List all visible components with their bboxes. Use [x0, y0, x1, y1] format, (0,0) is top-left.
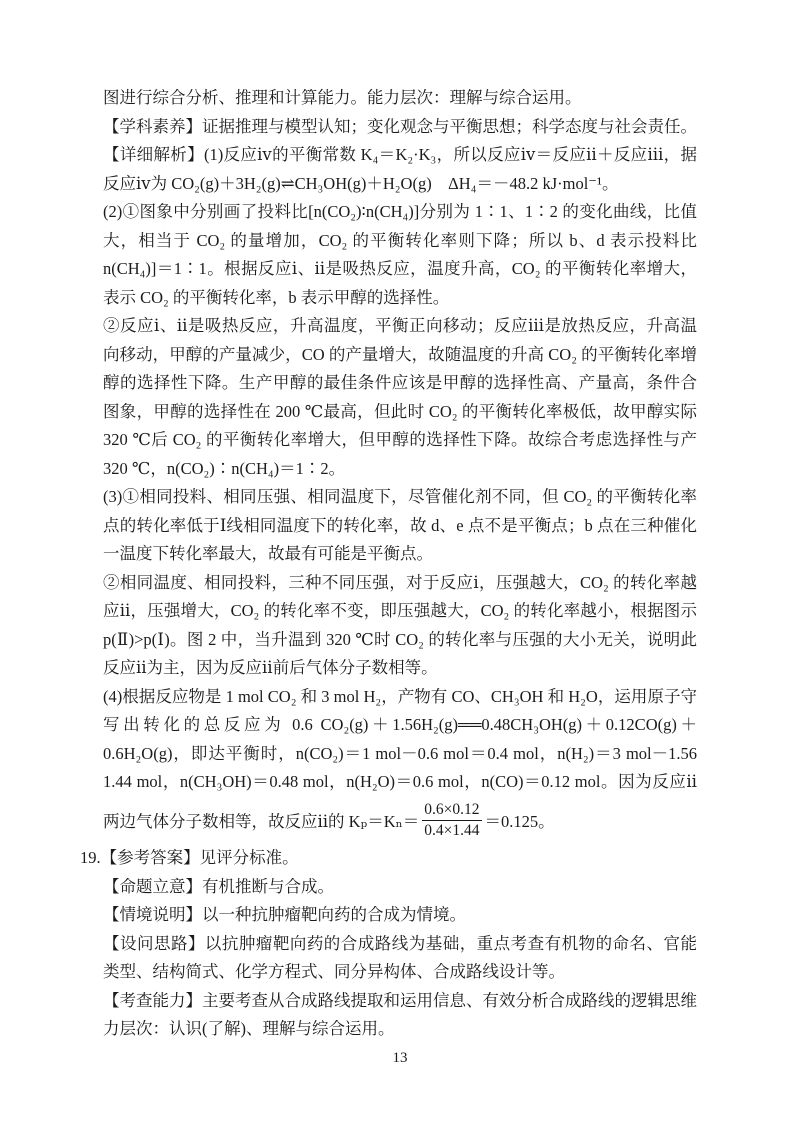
analysis-line: 大，相当于 CO₂ 的量增加，CO₂ 的平衡转化率则下降；所以 b、d 表示投料比: [103, 230, 697, 250]
analysis-line: (4)根据反应物是 1 mol CO₂ 和 3 mol H₂，产物有 CO、CH₃OH 和 H₂O，运用原子守: [103, 686, 697, 706]
analysis-line: 一温度下转化率最大，故最有可能是平衡点。: [103, 544, 433, 563]
question-design-line: 【设问思路】以抗肿瘤靶向药的合成路线为基础，重点考查有机物的命名、官能: [103, 933, 697, 953]
analysis-line: 醇的选择性下降。生产甲醇的最佳条件应该是甲醇的选择性高、产量高，条件合: [103, 373, 697, 392]
reaction-equation-line: 反应ⅳ为 CO₂(g)＋3H₂(g)⇌CH₃OH(g)＋H₂O(g) ΔH₄＝－48.2 kJ·mol⁻¹。: [103, 173, 619, 193]
kp-fraction: [422, 800, 481, 841]
proposition-intent-line: 【命题立意】有机推断与合成。: [103, 876, 334, 896]
analysis-line: p(Ⅱ)>p(Ⅰ)。图 2 中，当升温到 320 ℃时 CO₂ 的转化率与压强的大小无关，说明此: [103, 629, 697, 649]
fraction-numerator: 0.6×0.12: [422, 800, 481, 821]
kp-prefix: 两边气体分子数相等，故反应ⅱ的 Kₚ＝Kₙ＝: [103, 812, 420, 832]
analysis-line: 1.44 mol，n(CH₃OH)＝0.48 mol，n(H₂O)＝0.6 mol，n(CO)＝0.12 mol。因为反应ⅱ: [103, 772, 697, 791]
fraction-denominator: 0.4×1.44: [424, 821, 480, 839]
analysis-line: (3)①相同投料、相同压强、相同温度下，尽管催化剂不同，但 CO₂ 的平衡转化率: [103, 487, 697, 506]
detailed-analysis-line: 【详细解析】(1)反应ⅳ的平衡常数 K₄＝K₂·K₃，所以反应ⅳ＝反应ⅱ＋反应ⅲ，据: [103, 145, 697, 164]
analysis-line: 表示 CO₂ 的平衡转化率，b 表示甲醇的选择性。: [103, 287, 450, 307]
analysis-line: ②反应ⅰ、ⅱ是吸热反应，升高温度，平衡正向移动；反应ⅲ是放热反应，升高温: [103, 316, 697, 335]
assessed-ability-line: 力层次：认识(了解)、理解与综合运用。: [103, 1019, 395, 1038]
context-description-line: 【情境说明】以一种抗肿瘤靶向药的合成为情境。: [103, 905, 466, 924]
subject-literacy-line: 【学科素养】证据推理与模型认知；变化观念与平衡思想；科学态度与社会责任。: [103, 116, 697, 136]
kp-result: ＝0.125。: [484, 812, 555, 832]
analysis-line: 320 ℃，n(CO₂)∶n(CH₄)＝1∶2。: [103, 458, 346, 478]
analysis-line: n(CH₄)]＝1∶1。根据反应ⅰ、ⅱ是吸热反应，温度升高，CO₂ 的平衡转化率增大，: [103, 259, 697, 278]
analysis-line: 320 ℃后 CO₂ 的平衡转化率增大，但甲醇的选择性下降。故综合考虑选择性与产: [103, 430, 697, 449]
analysis-line: 反应ⅱ为主，因为反应ⅱ前后气体分子数相等。: [103, 658, 438, 677]
question-19-answer-line: 19.【参考答案】见评分标准。: [80, 848, 299, 867]
analysis-line: 点的转化率低于Ⅰ线相同温度下的转化率，故 d、e 点不是平衡点；b 点在三种催化: [103, 515, 697, 535]
total-reaction-line: 写出转化的总反应为 0.6 CO₂(g)＋1.56H₂(g)══0.48CH₃OH(g)＋0.12CO(g)＋: [103, 715, 697, 734]
analysis-line: 图象，甲醇的选择性在 200 ℃最高，但此时 CO₂ 的平衡转化率极低，故甲醇实际: [103, 401, 697, 421]
analysis-line: 图进行综合分析、推理和计算能力。能力层次：理解与综合运用。: [103, 88, 582, 107]
page-number: 13: [392, 1050, 408, 1066]
question-design-line: 类型、结构简式、化学方程式、同分异构体、合成路线设计等。: [103, 962, 565, 981]
analysis-line: (2)①图象中分别画了投料比[n(CO₂)∶n(CH₄)]分别为 1∶1、1∶2 的变化曲线，比值: [103, 202, 697, 221]
page-content: [80, 84, 697, 1044]
analysis-line: 向移动，甲醇的产量减少，CO 的产量增大，故随温度的升高 CO₂ 的平衡转化率增: [103, 344, 697, 364]
analysis-line: ②相同温度、相同投料，三种不同压强，对于反应ⅰ，压强越大，CO₂ 的转化率越: [103, 572, 697, 592]
analysis-line: 0.6H₂O(g)，即达平衡时，n(CO₂)＝1 mol－0.6 mol＝0.4 mol，n(H₂)＝3 mol－1.56: [103, 743, 697, 763]
equilibrium-constant-line: [103, 797, 697, 845]
assessed-ability-line: 【考查能力】主要考查从合成路线提取和运用信息、有效分析合成路线的逻辑思维: [103, 990, 697, 1010]
analysis-line: 应ⅱ，压强增大，CO₂ 的转化率不变，即压强越大，CO₂ 的转化率越小，根据图示: [103, 601, 697, 620]
